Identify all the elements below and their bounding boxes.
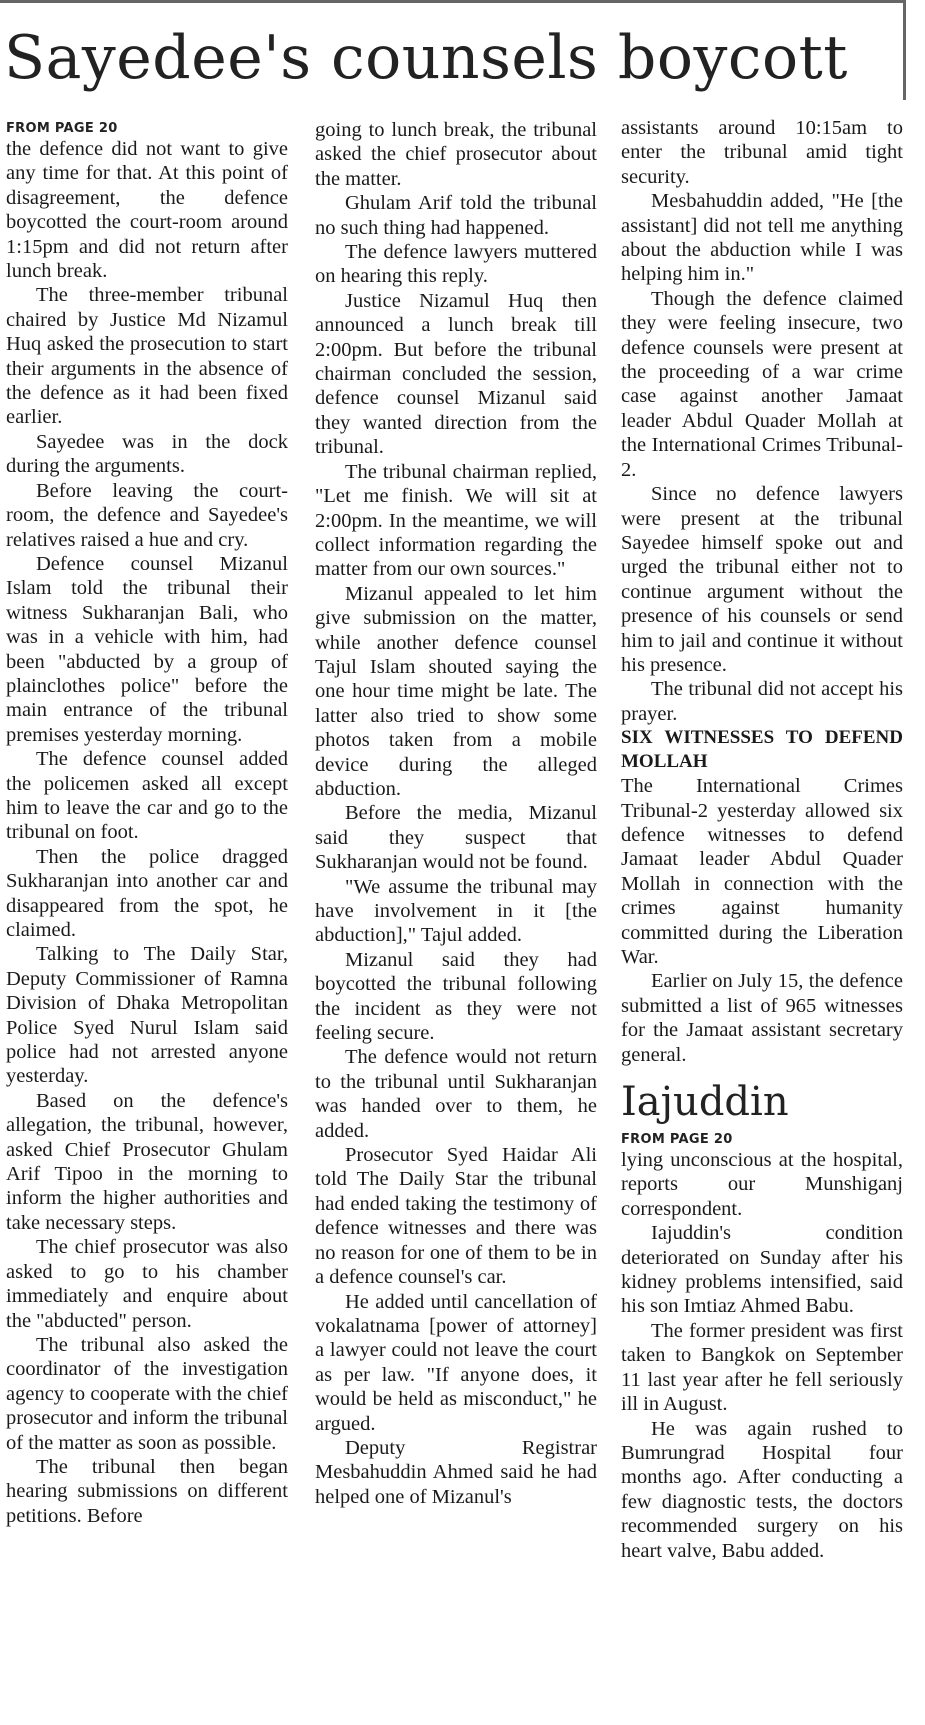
paragraph: Ghulam Arif told the tribunal no such thing had happened. [315,192,597,239]
article-column-3 [621,116,903,1563]
paragraph: Sayedee was in the dock during the arguments. [6,430,288,478]
paragraph: The International Crimes Tribunal-2 yesterday allowed six defence witnesses to defend Jamaat leader Abdul Quader Mollah in connection with the crimes against humanity committed during the Liberation War. [621,775,903,968]
paragraph: The chief prosecutor was also asked to go to his chamber immediately and enquire about the "abducted" person. [6,1236,288,1332]
paragraph: Talking to The Daily Star, Deputy Commissioner of Ramna Division of Dhaka Metropolitan Police Syed Nurul Islam said police had not arrested anyone yesterday. [6,943,288,1088]
paragraph: The defence lawyers muttered on hearing this reply. [315,241,597,288]
paragraph: going to lunch break, the tribunal asked the chief prosecutor about the matter. [315,119,597,190]
paragraph: Mizanul appealed to let him give submission on the matter, while another defence counsel Tajul Islam shouted saying the one hour time might be late. The latter also tried to show some photos taken from a mobile device during the alleged abduction. [315,582,597,800]
paragraph: "We assume the tribunal may have involvement in it [the abduction]," Tajul added. [315,875,597,947]
paragraph: The tribunal did not accept his prayer. [621,678,903,725]
top-rule [0,0,903,3]
paragraph: Mizanul said they had boycotted the tribunal following the incident as they were not feeling secure. [315,948,597,1045]
paragraph: Before leaving the court-room, the defence and Sayedee's relatives raised a hue and cry. [6,479,288,551]
subheading: SIX WITNESSES TO DEFEND MOLLAH [621,727,903,773]
paragraph: Mesbahuddin added, "He [the assistant] did not tell me anything about the abduction while I was helping him in." [621,190,903,286]
headline: Sayedee's counsels boycott [4,23,848,93]
paragraph: assistants around 10:15am to enter the tribunal amid tight security. [621,117,903,188]
paragraph: Based on the defence's allegation, the tribunal, however, asked Chief Prosecutor Ghulam Arif Tipoo in the morning to inform the higher authorities and take necessary steps. [6,1089,288,1234]
paragraph: The defence counsel added the policemen asked all except him to leave the car and go to the tribunal on foot. [6,748,288,844]
paragraph: The defence would not return to the tribunal until Sukharanjan was handed over to them, he added. [315,1046,597,1142]
paragraph: The former president was first taken to Bangkok on September 11 last year after he fell seriously ill in August. [621,1319,903,1416]
article-column-2 [315,118,597,1509]
paragraph: Since no defence lawyers were present at the tribunal Sayedee himself spoke out and urged the tribunal either not to continue argument without the presence of his counsels or send him to jail and continue it without his presence. [621,483,903,676]
paragraph: Defence counsel Mizanul Islam told the tribunal their witness Sukharanjan Bali, who was in a vehicle with him, had been "abducted by a group of plainclothes police" before the main entrance of the tribunal premises yesterday morning. [6,552,288,746]
paragraph: lying unconscious at the hospital, reports our Munshiganj correspondent. [621,1149,903,1220]
paragraph: Then the police dragged Sukharanjan into another car and disappeared from the spot, he claimed. [6,845,288,941]
jump-tag: FROM PAGE 20 [621,1132,733,1148]
paragraph: The three-member tribunal chaired by Justice Md Nizamul Huq asked the prosecution to start their arguments in the absence of the defence as it had been fixed earlier. [6,284,288,429]
paragraph: He added until cancellation of vokalatnama [power of attorney] a lawyer could not leave the court as per law. "If anyone does, it would be held as misconduct," he argued. [315,1290,597,1435]
paragraph: Before the media, Mizanul said they suspect that Sukharanjan would not be found. [315,802,597,874]
paragraph: Deputy Registrar Mesbahuddin Ahmed said he had helped one of Mizanul's [315,1436,597,1508]
paragraph: The tribunal also asked the coordinator of the investigation agency to cooperate with the chief prosecutor and inform the tribunal of the matter as soon as possible. [6,1333,288,1454]
paragraph: Earlier on July 15, the defence submitted a list of 965 witnesses for the Jamaat assistant secretary general. [621,970,903,1066]
paragraph: The tribunal chairman replied, "Let me finish. We will sit at 2:00pm. In the meantime, we will collect information regarding the matter from our own sources." [315,460,597,581]
paragraph: Iajuddin's condition deteriorated on Sunday after his kidney problems intensified, said his son Imtiaz Ahmed Babu. [621,1222,903,1318]
paragraph: He was again rushed to Bumrungrad Hospital four months ago. After conducting a few diagnostic tests, the doctors recommended surgery on his heart valve, Babu added. [621,1417,903,1562]
right-rule [903,0,906,100]
paragraph: Prosecutor Syed Haidar Ali told The Daily Star the tribunal had ended taking the testimony of defence witnesses and there was no reason for one of them to be in a defence counsel's car. [315,1144,597,1289]
paragraph: Though the defence claimed they were feeling insecure, two defence counsels were present at the proceeding of a war crime case against another Jamaat leader Abdul Quader Mollah at the International Crimes Tribunal-2. [621,287,903,481]
paragraph: The tribunal then began hearing submissions on different petitions. Before [6,1455,288,1527]
second-story-headline: Iajuddin [621,1079,789,1126]
article-column-1 [6,120,288,1528]
paragraph: the defence did not want to give any time for that. At this point of disagreement, the defence boycotted the court-room around 1:15pm and did not return after lunch break. [6,138,288,283]
jump-tag: FROM PAGE 20 [6,121,118,136]
paragraph: Justice Nizamul Huq then announced a lunch break till 2:00pm. But before the tribunal chairman concluded the session, defence counsel Mizanul said they wanted direction from the tribunal. [315,289,597,459]
